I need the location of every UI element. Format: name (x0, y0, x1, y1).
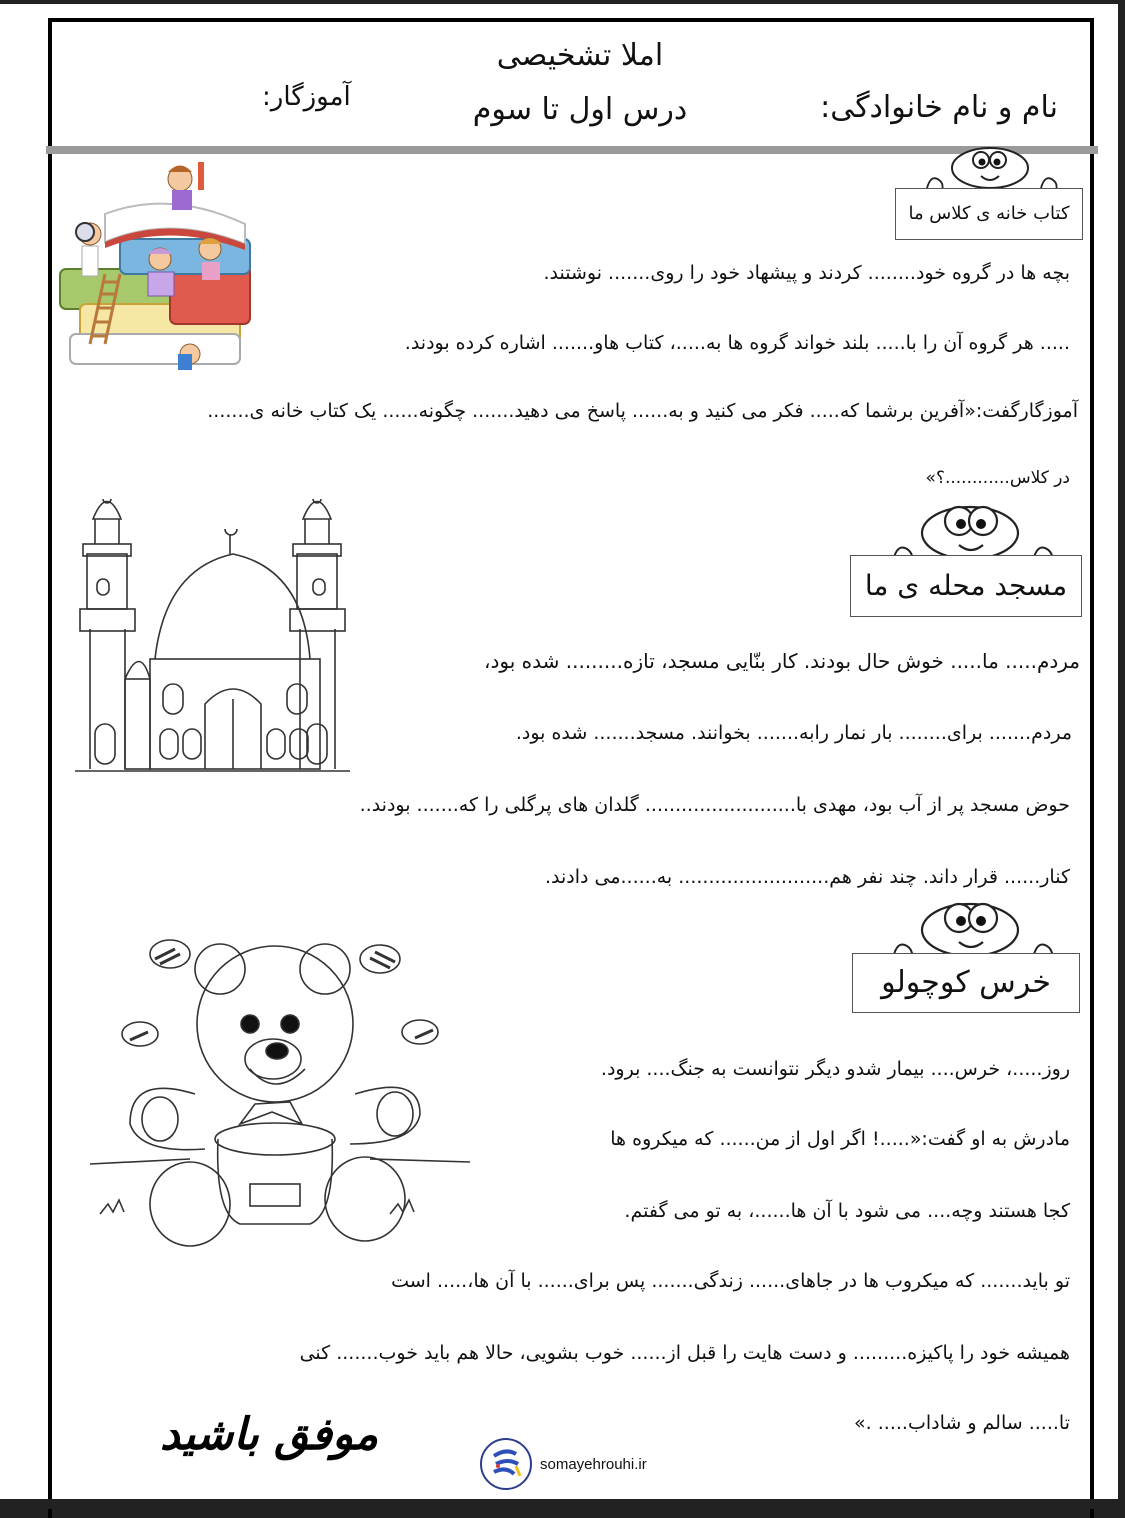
text-line: بچه ها در گروه خود........ کردند و پیشهاد خود را روی....... نوشتند. (543, 262, 1070, 284)
text-line: روز.....، خرس.... بیمار شدو دیگر نتوانست به جنگ.... برود. (600, 1058, 1070, 1080)
teddy-bear-with-honey-and-bees (90, 914, 470, 1254)
text-line: ..... هر گروه آن را با..... بلند خواند گروه ها به.....، کتاب هاو....... اشاره کرده بودند. (404, 332, 1070, 354)
text-line: کنار...... قرار داند. چند نفر هم......................... به......می دادند. (544, 866, 1070, 888)
text-line: مردم....... برای........ بار نمار رابه....... بخوانند. مسجد....... شده بود. (515, 722, 1072, 744)
text-line: در کلاس............؟» (925, 468, 1070, 488)
viewer-bottom-bar (0, 1499, 1125, 1509)
section-heading-library: کتاب خانه ی کلاس ما (895, 188, 1083, 240)
name-label: نام و نام خانوادگی: (820, 90, 1058, 125)
site-logo-icon (478, 1436, 534, 1492)
teacher-label: آموزگار: (262, 82, 351, 112)
text-line: آموزگارگفت:«آفرین برشما که..... فکر می کنید و به...... پاسخ می دهید....... چگونه...... یک کتاب خانه ی....... (207, 400, 1078, 422)
mosque-line-drawing (75, 489, 355, 779)
worksheet-page (0, 4, 1118, 1499)
text-line: حوض مسجد پر از آب بود، مهدی با......................... گلدان های پرگلی را که....... بودند.. (359, 794, 1070, 816)
closing-calligraphy: موفق باشید (160, 1409, 379, 1460)
section-heading-bear: خرس کوچولو (852, 953, 1080, 1013)
text-line: همیشه خود را پاکیزه......... و دست هایت را قبل از...... خوب بشویی، حالا هم باید خوب....... کنی (299, 1342, 1070, 1364)
section-heading-mosque: مسجد محله ی ما (850, 555, 1082, 617)
children-on-books-illustration (50, 154, 260, 374)
page-subtitle: درس اول تا سوم (472, 92, 688, 127)
text-line: تو باید....... که میکروب ها در جاهای...... زندگی....... پس برای...... با آن ها،..... است (391, 1270, 1070, 1292)
site-url[interactable]: somayehrouhi.ir (540, 1456, 647, 1473)
text-line: مردم..... ما..... خوش حال بودند. کار بنّایی مسجد، تازه......... شده بود، (484, 649, 1080, 673)
page-title: املا تشخیصی (496, 38, 664, 73)
text-line: کجا هستند وچه.... می شود با آن ها......، به تو می گفتم. (624, 1200, 1070, 1222)
text-line: تا..... سالم و شاداب..... .» (854, 1412, 1070, 1434)
text-line: مادرش به او گفت:«.....! اگر اول از من...... که میکروه ها (610, 1128, 1070, 1150)
